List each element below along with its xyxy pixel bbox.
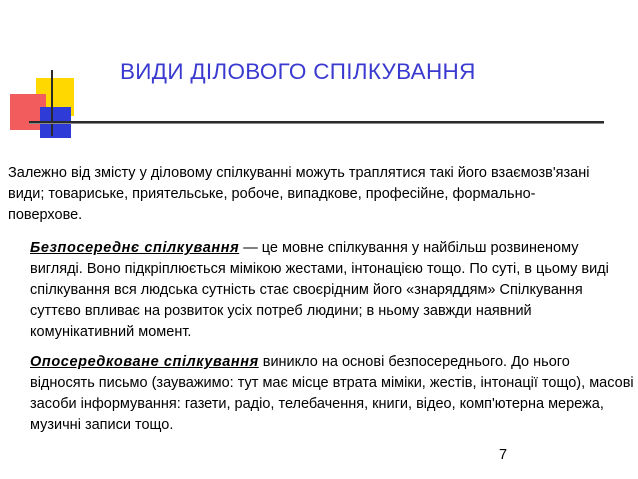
logo-vertical-line xyxy=(51,70,53,136)
mediated-communication-term: Опосередковане спілкування xyxy=(30,354,259,370)
intro-paragraph: Залежно від змісту у діловому спілкуванні можуть траплятися такі його взаємозв'язані види; товариське, приятельське, робоче, випадкове, професійне, формально-поверхове. xyxy=(8,165,590,223)
direct-communication-term: Безпосереднє спілкування xyxy=(30,240,240,256)
mediated-communication-paragraph xyxy=(30,352,634,436)
mediated-communication-text: виникло на основі безпосереднього. До нього відносять письмо (зауважимо: тут має місце втрата міміки, жестів, інтонації тощо), масові засоби інформування: газети, радіо, телебачення, книги, відео, комп'ютерна мережа, музичні записи тощо. xyxy=(30,354,634,433)
slide-title: ВИДИ ДІЛОВОГО СПІЛКУВАННЯ xyxy=(120,59,476,84)
page-number: 7 xyxy=(499,447,508,463)
title-underline-shadow xyxy=(29,123,604,124)
direct-communication-paragraph xyxy=(30,238,634,343)
direct-communication-text: — це мовне спілкування у найбільш розвиненому вигляді. Воно підкріплюється мімікою жестами, інтонацією тощо. По суті, в цьому виді спілкування вся людська сутність стає своєрідним його «знаряддям» Спілкування суттєво впливає на розвиток усіх потреб людини; в ньому завжди наявний комунікативний момент. xyxy=(30,240,609,340)
